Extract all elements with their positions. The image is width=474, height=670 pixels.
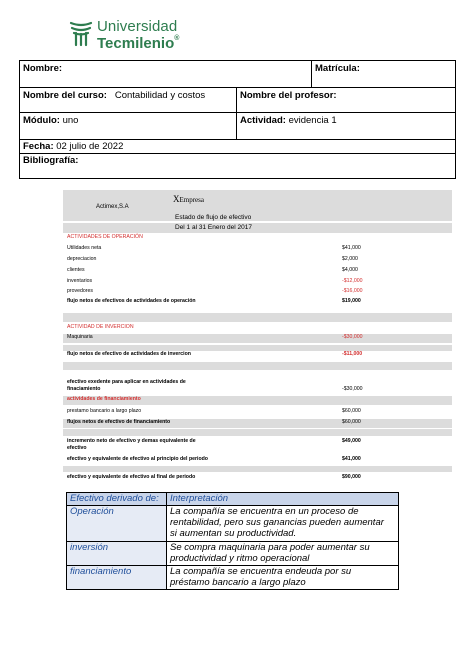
statement-row xyxy=(63,408,452,417)
logo-line2: Tecmilenio® xyxy=(97,35,180,52)
statement-row xyxy=(63,334,452,343)
row-label: prestamo bancario a largo plazo xyxy=(67,408,142,414)
row-label: efectivo y equivalente de efectivo al principio del periodo xyxy=(67,456,208,462)
row-label: efectivo xyxy=(67,445,87,451)
statement-row xyxy=(63,456,452,465)
statement-row xyxy=(63,351,452,360)
row-label: provedores xyxy=(67,288,93,294)
shade-band xyxy=(63,429,452,436)
row-value: $2,000 xyxy=(342,256,358,262)
statement-row xyxy=(63,419,452,428)
shade-band xyxy=(63,223,452,233)
actividad-cell: Actividad: evidencia 1 xyxy=(236,113,455,139)
fecha-cell: Fecha: 02 julio de 2022 xyxy=(23,141,124,152)
statement-period: Del 1 al 31 Enero del 2017 xyxy=(175,224,252,231)
row-label: Utilidades neta xyxy=(67,245,102,251)
logo-line1: Universidad xyxy=(97,18,178,35)
shade-band xyxy=(63,211,452,221)
statement-row xyxy=(63,267,452,276)
nombre-cell: Nombre: xyxy=(23,63,63,74)
bibliografia-cell: Bibliografía: xyxy=(23,155,79,166)
inversion-header-row xyxy=(63,324,452,333)
info-row-bibliografia xyxy=(20,154,455,179)
row-value: $60,000 xyxy=(342,408,361,414)
operacion-header-row xyxy=(63,234,452,243)
shade-band xyxy=(63,362,452,370)
interpretation-row-operacion xyxy=(67,506,399,542)
company-name: Actimex,S.A xyxy=(96,204,129,210)
row-label: flujo netos de efectivo de actividades de invercion xyxy=(67,351,191,357)
row-value: -$30,000 xyxy=(342,334,363,340)
operacion-header: ACTIVIDADES DE OPERACIÓN xyxy=(67,234,143,240)
row-label: incremento neto de efectivo y demas equivalente de xyxy=(67,438,196,444)
university-logo xyxy=(68,18,188,50)
statement-row xyxy=(63,288,452,297)
statement-row xyxy=(63,438,452,454)
info-row-curso xyxy=(20,88,455,113)
financiamiento-header-row xyxy=(63,396,452,405)
row-label: Maquinaria xyxy=(67,334,93,340)
header-derivado: Efectivo derivado de: xyxy=(67,493,167,506)
interpretation-row-inversion xyxy=(67,542,399,566)
interpretation-header-row xyxy=(67,493,399,506)
cash-flow-statement xyxy=(63,190,452,490)
row-label: depreciacion xyxy=(67,256,97,262)
row-value: $49,000 xyxy=(342,438,361,444)
profesor-cell: Nombre del profesor: xyxy=(236,88,455,112)
row-value: -$30,000 xyxy=(342,386,363,392)
statement-row xyxy=(63,474,452,483)
row-label: flujos netos de efectivo de financiamiento xyxy=(67,419,171,425)
interpretation-row-financiamiento xyxy=(67,566,399,590)
statement-row xyxy=(63,379,452,395)
row-value: $90,000 xyxy=(342,474,361,480)
row-value: -$16,000 xyxy=(342,288,363,294)
row-value: -$11,000 xyxy=(342,351,363,357)
row-value: -$12,000 xyxy=(342,278,363,284)
row-label: finaciamiento xyxy=(67,386,101,392)
shade-band xyxy=(63,313,452,322)
row-key: inversión xyxy=(67,542,167,566)
company-label: XEmpresa xyxy=(173,194,204,204)
student-info-table xyxy=(19,60,456,179)
interpretation-table xyxy=(66,492,399,590)
info-row-modulo xyxy=(20,113,455,140)
row-interpretation: Se compra maquinaria para poder aumentar su productividad y ritmo operacional xyxy=(167,542,399,566)
tecmilenio-logo-icon xyxy=(68,19,94,47)
info-row-nombre xyxy=(20,61,455,88)
row-label: clientes xyxy=(67,267,85,273)
statement-row xyxy=(63,278,452,287)
row-label: flujo netos de efectivos de actividades de operación xyxy=(67,298,196,304)
shade-band xyxy=(63,466,452,472)
matricula-cell: Matrícula: xyxy=(311,61,455,87)
row-value: $60,000 xyxy=(342,419,361,425)
row-label: inventarios xyxy=(67,278,93,284)
row-key: financiamiento xyxy=(67,566,167,590)
row-value: $41,000 xyxy=(342,245,361,251)
info-row-fecha xyxy=(20,140,455,154)
row-value: $4,000 xyxy=(342,267,358,273)
inversion-header: ACTIVIDAD DE INVERCION xyxy=(67,324,134,330)
statement-title: Estado de flujo de efectivo xyxy=(175,214,252,221)
modulo-cell: Módulo: uno xyxy=(23,115,79,126)
financiamiento-header: actividades de financiamiento xyxy=(67,396,141,402)
row-value: $41,000 xyxy=(342,456,361,462)
statement-row xyxy=(63,256,452,265)
row-interpretation: La compañía se encuentra en un proceso de rentabilidad, pero sus ganancias pueden aumentar si aumentan su productividad. xyxy=(167,506,399,542)
row-label: efectivo exedente para aplicar en actividades de xyxy=(67,379,186,385)
statement-row xyxy=(63,298,452,307)
statement-row xyxy=(63,245,452,254)
row-interpretation: La compañía se encuentra endeuda por su préstamo bancario a largo plazo xyxy=(167,566,399,590)
row-label: efectivo y equivalente de efectivo al final de periodo xyxy=(67,474,196,480)
curso-cell: Nombre del curso: Contabilidad y costos xyxy=(23,90,206,101)
row-value: $19,000 xyxy=(342,298,361,304)
header-interpretacion: Interpretación xyxy=(167,493,399,506)
row-key: Operación xyxy=(67,506,167,542)
